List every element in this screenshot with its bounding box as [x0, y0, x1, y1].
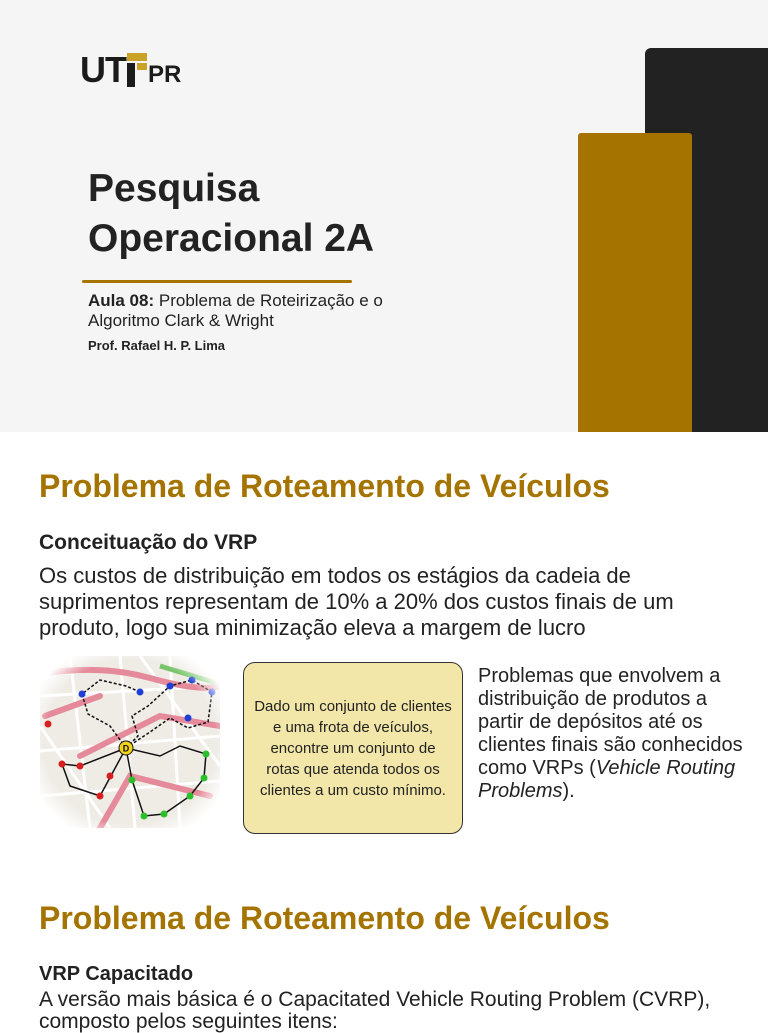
- vrp-description-text: Problemas que envolvem a distribuição de produtos a partir de depósitos até os clientes finais são conhecidos como VRPs (: [478, 665, 743, 779]
- cvrp-intro-paragraph: A versão mais básica é o Capacitated Vehicle Routing Problem (CVRP), composto pelos seguintes itens:: [39, 988, 711, 1033]
- vrp-heading-2: Problema de Roteamento de Veículos: [39, 900, 610, 936]
- lesson-title: Problema de Roteirização e o Algoritmo Clark & Wright: [88, 291, 383, 330]
- logo-pr-text: PR: [148, 61, 182, 88]
- section-title-conceituacao: Conceituação do VRP: [39, 531, 258, 554]
- utfpr-logo: [80, 50, 181, 88]
- professor-name: Prof. Rafael H. P. Lima: [88, 338, 226, 353]
- lesson-subtitle: [88, 291, 428, 331]
- logo-ut-text: UT: [80, 49, 126, 90]
- vrp-description: [478, 665, 748, 803]
- title-slide: [0, 0, 768, 432]
- slide-title-line-2: Operacional 2A: [88, 217, 375, 260]
- vrp-definition-text: Dado um conjunto de clientes e uma frota de veículos, encontre um conjunto de rotas que atenda todos os clientes a um custo mínimo.: [254, 697, 452, 799]
- vrp-heading: Problema de Roteamento de Veículos: [39, 468, 610, 504]
- vrp-description-italic: Vehicle Routing Problems: [478, 757, 736, 802]
- logo-f-mark-icon: [127, 53, 147, 87]
- slide-title: [88, 164, 374, 264]
- decorative-gold-block: [578, 133, 692, 432]
- section-title-vrp-capacitado: VRP Capacitado: [39, 963, 194, 985]
- vrp-intro-paragraph: Os custos de distribuição em todos os estágios da cadeia de suprimentos representam de 10% a 20% dos custos finais de um produto, logo sua minimização eleva a margem de lucro: [39, 563, 674, 640]
- vrp-description-end: ).: [562, 780, 575, 802]
- vrp-definition-callout: [243, 662, 463, 834]
- lesson-label: Aula 08:: [88, 291, 155, 310]
- slide-title-line-1: Pesquisa: [88, 167, 260, 210]
- title-underline: [82, 280, 352, 283]
- route-map-illustration: [40, 656, 220, 828]
